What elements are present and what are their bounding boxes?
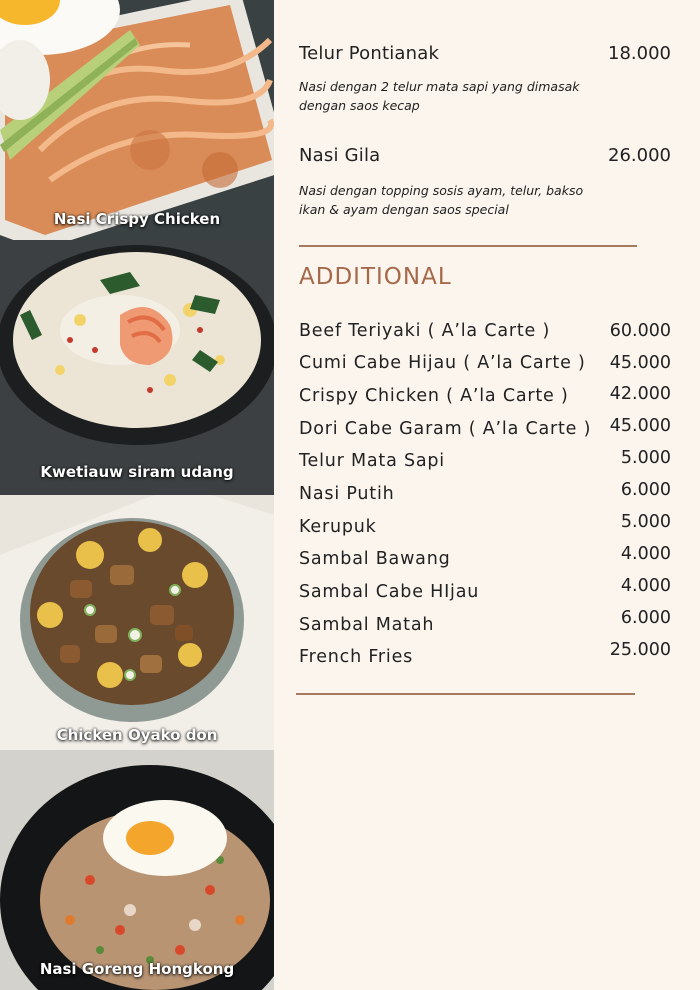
photo-caption: Kwetiauw siram udang [40,463,234,481]
food-photo-4 [0,750,274,990]
item-name: Sambal Matah [299,615,435,635]
list-item [299,416,671,449]
item-name: Nasi Putih [299,484,395,504]
photo-caption: Nasi Crispy Chicken [53,210,221,228]
dish-name: Nasi Gila [299,145,381,166]
item-name: Kerupuk [299,517,377,537]
item-price: 6.000 [620,608,671,628]
photo-nasi-crispy-chicken [0,0,274,240]
list-item [299,576,671,612]
photo-caption: Nasi Goreng Hongkong [39,960,235,978]
section-divider [299,245,637,247]
list-item [299,512,671,547]
list-item [299,480,671,514]
list-item [299,386,671,416]
dish-description: Nasi dengan 2 telur mata sapi yang dimasak dengan saos kecap [299,79,580,113]
section-title-additional: ADDITIONAL [299,264,452,290]
item-price: 60.000 [609,321,671,341]
food-photo-1 [0,0,274,240]
item-price: 25.000 [609,640,671,660]
list-item [299,544,671,579]
food-photo-2 [0,240,274,495]
item-name: Telur Mata Sapi [299,451,445,471]
dish-price: 26.000 [608,145,671,166]
dish-name: Telur Pontianak [299,43,440,64]
item-name: Sambal Bawang [299,549,451,569]
food-photo-3 [0,495,274,750]
list-item [299,353,671,383]
item-name: Cumi Cabe Hijau ( A’la Carte ) [299,353,586,373]
dish-description: Nasi dengan topping sosis ayam, telur, bakso ikan & ayam dengan saos special [299,183,584,217]
item-price: 4.000 [620,576,671,596]
item-name: Beef Teriyaki ( A’la Carte ) [299,321,551,341]
photo-column [0,0,274,990]
photo-kwetiauw-siram-udang [0,240,274,495]
dish-price: 18.000 [608,43,671,64]
list-item [299,448,671,481]
photo-nasi-goreng-hongkong [0,750,274,990]
photo-caption: Chicken Oyako don [56,726,218,744]
item-price: 42.000 [609,384,671,404]
list-item [299,321,671,351]
item-price: 45.000 [609,353,671,373]
section-divider [296,693,635,695]
item-price: 6.000 [620,480,671,500]
list-item [299,640,671,677]
item-price: 45.000 [609,416,671,436]
item-name: Crispy Chicken ( A’la Carte ) [299,386,569,406]
photo-chicken-oyako-don [0,495,274,750]
item-price: 5.000 [620,448,671,468]
item-name: Sambal Cabe HIjau [299,582,480,602]
item-price: 5.000 [620,512,671,532]
item-name: French Fries [299,647,414,667]
item-price: 4.000 [620,544,671,564]
item-name: Dori Cabe Garam ( A’la Carte ) [299,419,592,439]
